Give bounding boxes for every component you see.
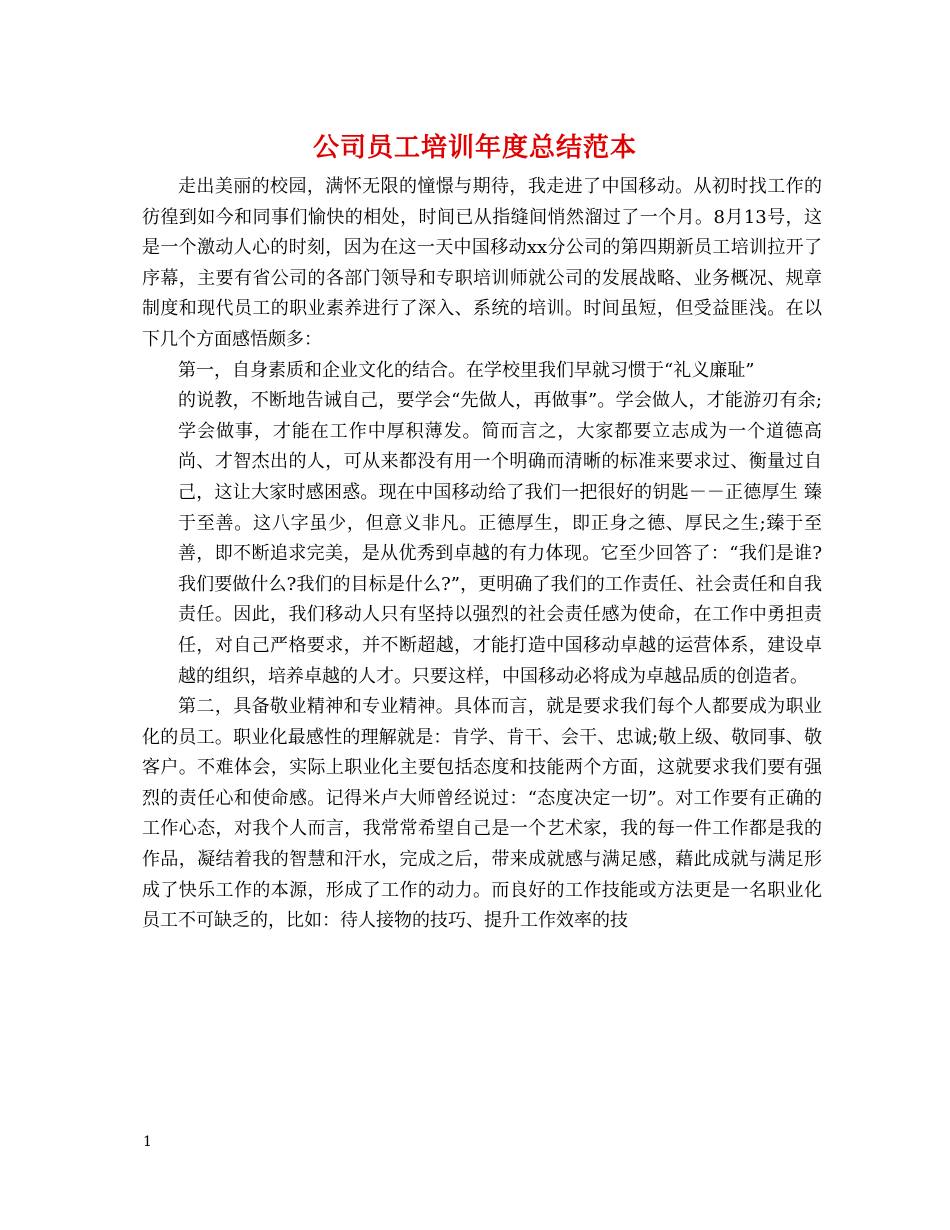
paragraph-first-point-body: 的说教，不断地告诫自己，要学会“先做人，再做事”。学会做人，才能游刃有余;学会做事，才能在工作中厚积薄发。简而言之，大家都要立志成为一个道德高尚、才智杰出的人，可从来都没有用一个明确而清晰的标准来要求过、衡量过自己，这让大家时感困惑。现在中国移动给了我们一把很好的钥匙－－正德厚生 臻于至善。这八字虽少，但意义非凡。正德厚生，即正身之德、厚民之生;臻于至善，即不断追求完美，是从优秀到卓越的有力体现。它至少回答了：“我们是谁?我们要做什么?我们的目标是什么?”，更明确了我们的工作责任、社会责任和自我责任。因此，我们移动人只有坚持以强烈的社会责任感为使命，在工作中勇担责任，对自己严格要求，并不断超越，才能打造中国移动卓越的运营体系，建设卓越的组织，培养卓越的人才。只要这样，中国移动必将成为卓越品质的创造者。	[178, 390, 822, 687]
document-title: 公司员工培训年度总结范本	[312, 133, 637, 163]
paragraph-intro: 走出美丽的校园，满怀无限的憧憬与期待，我走进了中国移动。从初时找工作的彷徨到如今和同事们愉快的相处，时间已从指缝间悄然溜过了一个月。8月13号，这是一个激动人心的时刻，因为在这一天中国移动xx分公司的第四期新员工培训拉开了序幕，主要有省公司的各部门领导和专职培训师就公司的发展战略、业务概况、规章制度和现代员工的职业素养进行了深入、系统的培训。时间虽短，但受益匪浅。在以下几个方面感悟颇多：	[142, 176, 822, 350]
document-body	[142, 172, 822, 937]
page-number: 1	[143, 1134, 152, 1150]
paragraph-first-point-heading: 第一，自身素质和企业文化的结合。在学校里我们早就习惯于“礼义廉耻”	[178, 359, 755, 381]
paragraph-second-point: 第二，具备敬业精神和专业精神。具体而言，就是要求我们每个人都要成为职业化的员工。职业化最感性的理解就是：肯学、肯干、会干、忠诚;敬上级、敬同事、敬客户。不难体会，实际上职业化主要包括态度和技能两个方面，这就要求我们要有强烈的责任心和使命感。记得米卢大师曾经说过：“态度决定一切”。对工作要有正确的工作心态，对我个人而言，我常常希望自己是一个艺术家，我的每一件工作都是我的作品，凝结着我的智慧和汗水，完成之后，带来成就感与满足感，藉此成就与满足形成了快乐工作的本源，形成了工作的动力。而良好的工作技能或方法更是一名职业化员工不可缺乏的，比如：待人接物的技巧、提升工作效率的技	[142, 696, 822, 932]
